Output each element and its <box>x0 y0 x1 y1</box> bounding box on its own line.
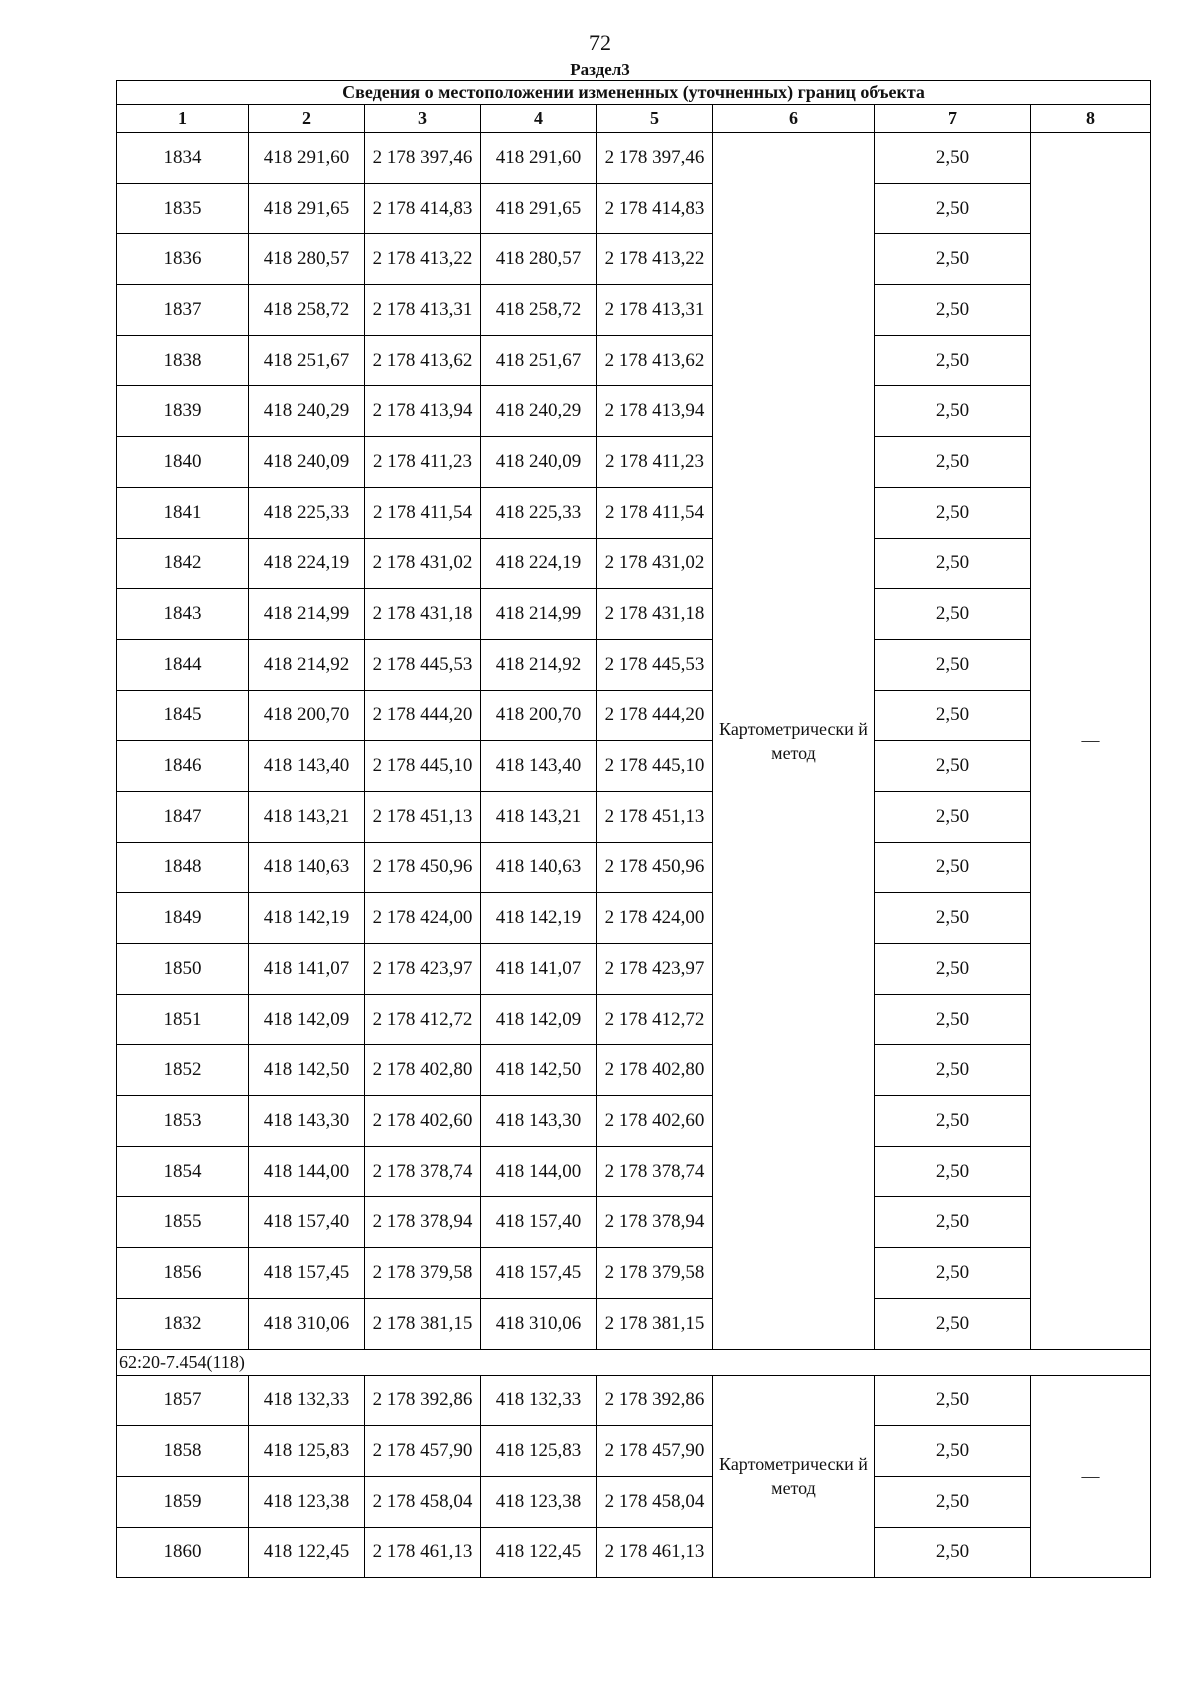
point-number-cell: 1852 <box>117 1045 249 1096</box>
coordinate-cell: 418 214,92 <box>249 639 365 690</box>
column-header: 7 <box>875 105 1031 133</box>
coordinate-cell: 2 178 451,13 <box>597 791 713 842</box>
accuracy-cell: 2,50 <box>875 1197 1031 1248</box>
point-number-cell: 1848 <box>117 842 249 893</box>
coordinate-cell: 418 157,40 <box>481 1197 597 1248</box>
column-header: 8 <box>1031 105 1151 133</box>
coordinate-cell: 2 178 423,97 <box>597 944 713 995</box>
table-row <box>117 1197 1151 1248</box>
coordinate-cell: 418 291,65 <box>481 183 597 234</box>
coordinate-cell: 418 214,92 <box>481 639 597 690</box>
coordinate-cell: 418 142,19 <box>249 893 365 944</box>
coordinate-cell: 418 214,99 <box>249 589 365 640</box>
coordinate-cell: 2 178 381,15 <box>597 1298 713 1349</box>
table-row <box>117 1527 1151 1578</box>
coordinate-cell: 418 123,38 <box>249 1476 365 1527</box>
accuracy-cell: 2,50 <box>875 639 1031 690</box>
accuracy-cell: 2,50 <box>875 1146 1031 1197</box>
accuracy-cell: 2,50 <box>875 1045 1031 1096</box>
point-number-cell: 1834 <box>117 133 249 184</box>
accuracy-cell: 2,50 <box>875 437 1031 488</box>
accuracy-cell: 2,50 <box>875 285 1031 336</box>
coordinate-cell: 2 178 412,72 <box>597 994 713 1045</box>
coordinate-cell: 418 125,83 <box>481 1426 597 1477</box>
coordinate-cell: 2 178 413,94 <box>365 386 481 437</box>
coordinate-cell: 2 178 402,80 <box>597 1045 713 1096</box>
coordinate-cell: 418 251,67 <box>249 335 365 386</box>
table-row <box>117 944 1151 995</box>
table-row <box>117 589 1151 640</box>
coordinate-cell: 418 141,07 <box>249 944 365 995</box>
table-row <box>117 1426 1151 1477</box>
coordinate-cell: 2 178 445,53 <box>365 639 481 690</box>
point-number-cell: 1838 <box>117 335 249 386</box>
coordinate-cell: 2 178 431,18 <box>597 589 713 640</box>
table-row <box>117 285 1151 336</box>
coordinate-cell: 2 178 413,94 <box>597 386 713 437</box>
coordinate-cell: 2 178 445,10 <box>365 741 481 792</box>
coordinate-cell: 2 178 379,58 <box>365 1248 481 1299</box>
coordinate-cell: 418 157,45 <box>249 1248 365 1299</box>
point-number-cell: 1841 <box>117 487 249 538</box>
table-row <box>117 994 1151 1045</box>
coordinate-cell: 2 178 413,31 <box>597 285 713 336</box>
accuracy-cell: 2,50 <box>875 1298 1031 1349</box>
coordinate-cell: 418 142,09 <box>481 994 597 1045</box>
coordinate-cell: 418 143,40 <box>481 741 597 792</box>
point-number-cell: 1842 <box>117 538 249 589</box>
coordinate-cell: 418 200,70 <box>249 690 365 741</box>
point-number-cell: 1860 <box>117 1527 249 1578</box>
accuracy-cell: 2,50 <box>875 1476 1031 1527</box>
coordinate-cell: 418 122,45 <box>481 1527 597 1578</box>
table-row <box>117 690 1151 741</box>
coordinate-cell: 418 251,67 <box>481 335 597 386</box>
coordinate-cell: 418 157,40 <box>249 1197 365 1248</box>
accuracy-cell: 2,50 <box>875 589 1031 640</box>
table-row <box>117 335 1151 386</box>
coordinate-cell: 2 178 413,62 <box>597 335 713 386</box>
table-row <box>117 1476 1151 1527</box>
column-header: 3 <box>365 105 481 133</box>
coordinate-cell: 2 178 414,83 <box>597 183 713 234</box>
coordinate-cell: 418 240,29 <box>481 386 597 437</box>
coordinate-cell: 2 178 411,23 <box>597 437 713 488</box>
table-row <box>117 437 1151 488</box>
col8-dash-cell: — <box>1031 1375 1151 1578</box>
point-number-cell: 1858 <box>117 1426 249 1477</box>
column-header: 4 <box>481 105 597 133</box>
coordinate-cell: 2 178 397,46 <box>365 133 481 184</box>
table-row <box>117 741 1151 792</box>
table-row <box>117 1045 1151 1096</box>
point-number-cell: 1851 <box>117 994 249 1045</box>
accuracy-cell: 2,50 <box>875 1248 1031 1299</box>
coordinate-cell: 2 178 378,94 <box>597 1197 713 1248</box>
coordinate-cell: 418 157,45 <box>481 1248 597 1299</box>
accuracy-cell: 2,50 <box>875 842 1031 893</box>
accuracy-cell: 2,50 <box>875 690 1031 741</box>
table-row <box>117 538 1151 589</box>
coordinate-cell: 418 240,09 <box>481 437 597 488</box>
coordinate-cell: 418 143,21 <box>481 791 597 842</box>
coordinate-cell: 2 178 413,22 <box>597 234 713 285</box>
coordinate-cell: 418 142,50 <box>249 1045 365 1096</box>
accuracy-cell: 2,50 <box>875 1426 1031 1477</box>
coordinate-cell: 418 291,65 <box>249 183 365 234</box>
coordinate-cell: 418 258,72 <box>249 285 365 336</box>
coordinate-cell: 418 310,06 <box>249 1298 365 1349</box>
accuracy-cell: 2,50 <box>875 1375 1031 1426</box>
coordinate-cell: 418 144,00 <box>249 1146 365 1197</box>
table-row <box>117 234 1151 285</box>
coordinate-cell: 2 178 424,00 <box>365 893 481 944</box>
table-title: Сведения о местоположении измененных (уточненных) границ объекта <box>117 81 1151 105</box>
coordinate-cell: 2 178 424,00 <box>597 893 713 944</box>
coordinate-cell: 418 132,33 <box>249 1375 365 1426</box>
point-number-cell: 1843 <box>117 589 249 640</box>
coordinate-cell: 418 143,30 <box>249 1096 365 1147</box>
accuracy-cell: 2,50 <box>875 994 1031 1045</box>
coordinate-cell: 418 240,29 <box>249 386 365 437</box>
point-number-cell: 1839 <box>117 386 249 437</box>
coordinate-cell: 2 178 444,20 <box>597 690 713 741</box>
coordinate-cell: 2 178 413,31 <box>365 285 481 336</box>
coordinate-cell: 2 178 450,96 <box>597 842 713 893</box>
col8-dash-cell: — <box>1031 133 1151 1350</box>
coordinate-cell: 2 178 431,18 <box>365 589 481 640</box>
coordinate-cell: 418 125,83 <box>249 1426 365 1477</box>
coordinate-cell: 418 123,38 <box>481 1476 597 1527</box>
accuracy-cell: 2,50 <box>875 335 1031 386</box>
table-row <box>117 487 1151 538</box>
parcel-subheading: 62:20-7.454(118) <box>117 1349 1151 1375</box>
coordinate-cell: 2 178 402,60 <box>365 1096 481 1147</box>
coordinate-cell: 418 143,30 <box>481 1096 597 1147</box>
column-header-row <box>117 105 1151 133</box>
accuracy-cell: 2,50 <box>875 1527 1031 1578</box>
coordinate-cell: 2 178 411,54 <box>597 487 713 538</box>
coordinate-cell: 2 178 431,02 <box>365 538 481 589</box>
coordinate-cell: 2 178 378,94 <box>365 1197 481 1248</box>
coordinate-cell: 418 142,50 <box>481 1045 597 1096</box>
coordinate-cell: 418 122,45 <box>249 1527 365 1578</box>
point-number-cell: 1837 <box>117 285 249 336</box>
table-row <box>117 183 1151 234</box>
coordinate-cell: 418 214,99 <box>481 589 597 640</box>
coordinate-cell: 418 310,06 <box>481 1298 597 1349</box>
coordinate-cell: 2 178 397,46 <box>597 133 713 184</box>
coordinate-cell: 418 140,63 <box>249 842 365 893</box>
table-row <box>117 1146 1151 1197</box>
table-row <box>117 791 1151 842</box>
coordinate-cell: 2 178 461,13 <box>597 1527 713 1578</box>
point-number-cell: 1832 <box>117 1298 249 1349</box>
coordinate-cell: 2 178 445,53 <box>597 639 713 690</box>
coordinate-cell: 418 224,19 <box>249 538 365 589</box>
point-number-cell: 1859 <box>117 1476 249 1527</box>
coordinate-cell: 2 178 414,83 <box>365 183 481 234</box>
coordinate-cell: 418 142,09 <box>249 994 365 1045</box>
table-row <box>117 893 1151 944</box>
method-cell: Картометрически й метод <box>713 133 875 1350</box>
table-row <box>117 1375 1151 1426</box>
accuracy-cell: 2,50 <box>875 538 1031 589</box>
coordinate-cell: 418 142,19 <box>481 893 597 944</box>
coordinate-cell: 2 178 423,97 <box>365 944 481 995</box>
point-number-cell: 1847 <box>117 791 249 842</box>
point-number-cell: 1853 <box>117 1096 249 1147</box>
accuracy-cell: 2,50 <box>875 487 1031 538</box>
coordinate-cell: 2 178 392,86 <box>365 1375 481 1426</box>
coordinate-cell: 2 178 445,10 <box>597 741 713 792</box>
coordinate-cell: 2 178 378,74 <box>365 1146 481 1197</box>
point-number-cell: 1836 <box>117 234 249 285</box>
point-number-cell: 1850 <box>117 944 249 995</box>
coordinate-cell: 2 178 457,90 <box>365 1426 481 1477</box>
accuracy-cell: 2,50 <box>875 741 1031 792</box>
coordinate-cell: 2 178 411,54 <box>365 487 481 538</box>
table-row <box>117 1096 1151 1147</box>
table-row <box>117 133 1151 184</box>
point-number-cell: 1856 <box>117 1248 249 1299</box>
point-number-cell: 1855 <box>117 1197 249 1248</box>
coordinate-cell: 418 280,57 <box>481 234 597 285</box>
coordinate-cell: 418 144,00 <box>481 1146 597 1197</box>
column-header: 2 <box>249 105 365 133</box>
coordinate-cell: 2 178 381,15 <box>365 1298 481 1349</box>
coordinate-cell: 418 225,33 <box>249 487 365 538</box>
table-row <box>117 1298 1151 1349</box>
accuracy-cell: 2,50 <box>875 133 1031 184</box>
coordinate-cell: 418 140,63 <box>481 842 597 893</box>
point-number-cell: 1846 <box>117 741 249 792</box>
coordinate-cell: 2 178 451,13 <box>365 791 481 842</box>
point-number-cell: 1840 <box>117 437 249 488</box>
coordinate-cell: 418 132,33 <box>481 1375 597 1426</box>
coordinate-cell: 418 200,70 <box>481 690 597 741</box>
point-number-cell: 1845 <box>117 690 249 741</box>
coordinate-cell: 2 178 411,23 <box>365 437 481 488</box>
column-header: 5 <box>597 105 713 133</box>
coordinate-cell: 2 178 457,90 <box>597 1426 713 1477</box>
accuracy-cell: 2,50 <box>875 183 1031 234</box>
coordinate-cell: 2 178 458,04 <box>597 1476 713 1527</box>
coordinate-cell: 2 178 413,22 <box>365 234 481 285</box>
parcel-subheading-row <box>117 1349 1151 1375</box>
accuracy-cell: 2,50 <box>875 944 1031 995</box>
coordinate-cell: 418 143,40 <box>249 741 365 792</box>
coordinate-cell: 2 178 431,02 <box>597 538 713 589</box>
table-row <box>117 386 1151 437</box>
coordinate-cell: 418 280,57 <box>249 234 365 285</box>
coordinate-cell: 2 178 461,13 <box>365 1527 481 1578</box>
coordinate-cell: 2 178 444,20 <box>365 690 481 741</box>
coordinate-cell: 2 178 412,72 <box>365 994 481 1045</box>
coordinate-cell: 418 141,07 <box>481 944 597 995</box>
section-label: Раздел3 <box>570 60 630 79</box>
accuracy-cell: 2,50 <box>875 791 1031 842</box>
coordinate-cell: 418 258,72 <box>481 285 597 336</box>
accuracy-cell: 2,50 <box>875 1096 1031 1147</box>
coordinate-cell: 2 178 450,96 <box>365 842 481 893</box>
coordinate-cell: 418 224,19 <box>481 538 597 589</box>
coordinate-cell: 418 143,21 <box>249 791 365 842</box>
column-header: 1 <box>117 105 249 133</box>
point-number-cell: 1857 <box>117 1375 249 1426</box>
point-number-cell: 1835 <box>117 183 249 234</box>
coordinate-cell: 2 178 402,60 <box>597 1096 713 1147</box>
table-row <box>117 842 1151 893</box>
boundary-table <box>116 80 1151 1578</box>
accuracy-cell: 2,50 <box>875 234 1031 285</box>
method-cell: Картометрически й метод <box>713 1375 875 1578</box>
accuracy-cell: 2,50 <box>875 893 1031 944</box>
coordinate-cell: 418 291,60 <box>249 133 365 184</box>
coordinate-cell: 2 178 392,86 <box>597 1375 713 1426</box>
table-row <box>117 1248 1151 1299</box>
table-row <box>117 639 1151 690</box>
accuracy-cell: 2,50 <box>875 386 1031 437</box>
point-number-cell: 1849 <box>117 893 249 944</box>
coordinate-cell: 418 291,60 <box>481 133 597 184</box>
column-header: 6 <box>713 105 875 133</box>
coordinate-cell: 2 178 379,58 <box>597 1248 713 1299</box>
coordinate-cell: 418 240,09 <box>249 437 365 488</box>
page-number: 72 <box>589 30 611 55</box>
coordinate-cell: 2 178 402,80 <box>365 1045 481 1096</box>
coordinate-cell: 2 178 413,62 <box>365 335 481 386</box>
point-number-cell: 1854 <box>117 1146 249 1197</box>
coordinate-cell: 2 178 378,74 <box>597 1146 713 1197</box>
coordinate-cell: 418 225,33 <box>481 487 597 538</box>
coordinate-cell: 2 178 458,04 <box>365 1476 481 1527</box>
point-number-cell: 1844 <box>117 639 249 690</box>
